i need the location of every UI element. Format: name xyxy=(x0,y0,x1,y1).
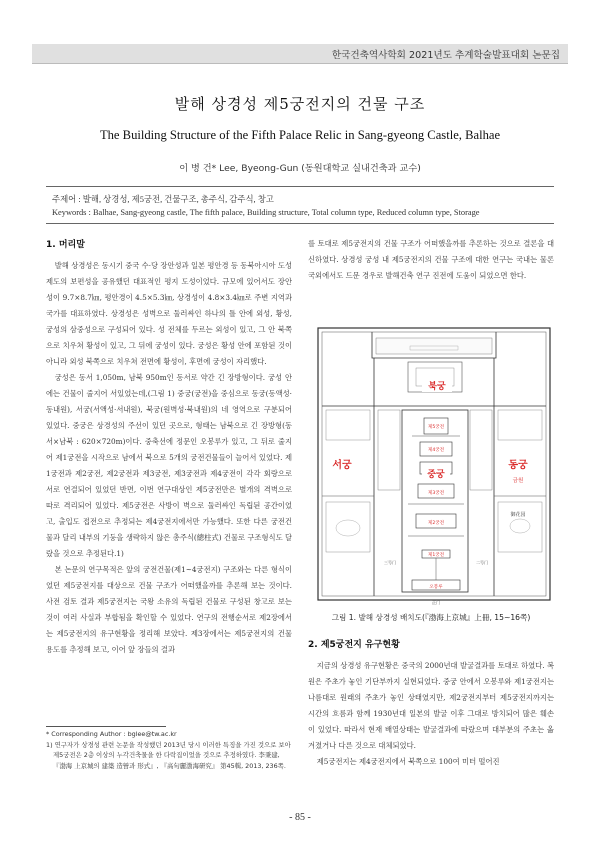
keywords-english: Keywords : Balhae, Sang-gyeong castle, The fifth palace, Building structure, Total column type, Reduced column type, Storage xyxy=(52,208,480,217)
footnotes xyxy=(46,729,292,771)
paper-title-korean: 발해 상경성 제5궁전지의 건물 구조 xyxy=(174,95,426,113)
left-column xyxy=(46,236,292,658)
svg-text:북궁: 북궁 xyxy=(428,382,446,392)
palace-5-label: 제5궁전 xyxy=(427,425,445,430)
figure-1-site-plan xyxy=(312,318,556,608)
paper-title-english: The Building Structure of the Fifth Palace Relic in Sang-gyeong Castle, Balhae xyxy=(99,128,501,142)
keywords-box xyxy=(46,186,554,224)
svg-text:서궁: 서궁 xyxy=(332,460,352,471)
author-line: 이 병 건* Lee, Byeong-Gun (동원대학교 실내건축과 교수) xyxy=(179,163,421,174)
section-1-heading: 1. 머리말 xyxy=(46,240,85,250)
section-2 xyxy=(308,636,554,770)
right-column-paragraph: 를 토대로 제5궁전지의 건물 구조가 어떠했을까를 추론하는 것으로 결론을 대신하였다. 상경성 궁성 내 제5궁전지의 건물 구조에 대한 연구는 국내는 물론 국외에서도 드문 경우로 발해건축 연구 진전에 도움이 되었으면 한다. xyxy=(308,239,554,280)
footnote-1: 1) 연구자가 상경성 관련 논문을 작성했던 2013년 당시 이러한 특징을 가진 것으로 보아 제5궁전은 2층 이상의 누각건축물을 한 다락집이었을 것으로 추정하였다. 李秉建, 『渤海 上京城의 建築 造營과 形式』, 『高句麗渤海研究』 第45輯, 2013, 236쪽. xyxy=(46,740,291,770)
page-number: - 85 - xyxy=(289,812,311,823)
corresponding-author-note: * Corresponding Author : bglee@tw.ac.kr xyxy=(46,730,177,738)
center-palace-label xyxy=(422,466,450,480)
imperial-garden-label: 御花园 xyxy=(510,512,526,518)
gate-3-label: 三号门 xyxy=(384,560,396,565)
north-palace-label xyxy=(422,378,452,392)
palace-1-label: 제1궁전 xyxy=(427,553,445,558)
section-1-paragraph-1: 발해 상경성은 동시기 중국 수·당 장안성과 일본 평안경 등 동북아시아 도성제도의 보편성을 공유했던 대표적인 평지 도성이었다. 규모에 있어서도 장안성이 9.7×8.7㎞, 평안경이 4.5×5.3㎞, 상경성이 4.8×3.4㎞로 주변 지역과 국가를 대표하였다. 상경성은 성벽으로 둘러싸인 하나의 틀 안에 외성, 황성, 궁성의 삼중성으로 구성되어 있다. 성 전체를 두르는 외성이 있고, 그 안 북쪽으로 치우쳐 황성이 있고, 그 뒤에 궁성이 있다. 궁성은 황성 안에 포함된 것이 아니라 외성 북쪽으로 치우쳐 전면에 황성이, 후면에 궁성이 자리했다. xyxy=(46,261,292,366)
section-1-paragraph-2: 궁성은 동서 1,050m, 남북 950m인 동서로 약간 긴 장방형이다. 궁성 안에는 건물이 줄지어 서있었는데,(그림 1) 중궁(궁전)을 중심으로 동궁(동액성·동내원), 서궁(서액성·서내원), 북궁(원벽성·북내원)의 네 영역으로 구분되어 있었다. 중궁은 상경성의 주선이 있던 곳으로, 형태는 남북으로 긴 장방형(동서×남북 : 620×720m)이다. 중축선에 정문인 오봉루가 있고, 그 뒤로 줄지어 제1궁전을 시작으로 남에서 북으로 5개의 궁전건물들이 늘어서 있었다. 제1궁전과 제2궁전, 제2궁전과 제3궁전, 제3궁전과 제4궁전이 각각 회랑으로 서로 연결되어 있었던 반면, 이번 연구대상인 제5궁전만은 별개의 격벽으로 따로 격리되어 있었다. 제5궁전은 사방이 벽으로 둘러싸인 독립된 공간이었고, 출입도 접전으로 추정되는 제4궁전지에서만 가능했다. 또한 다른 궁전건물과 달리 내부의 기둥을 생략하지 않은 총주식(總柱式) 건물로 구조형식도 달랐을 것으로 추정된다.1) xyxy=(46,373,292,558)
section-2-paragraph-1: 지금의 상경성 유구현황은 중국의 2000년대 발굴결과를 토대로 하였다. 복원은 주초가 놓인 기단부까지 실현되었다. 중궁 안에서 오봉루와 제1궁전지는 나름대로 원래의 주초가 놓인 상태였지만, 제2궁전지부터 제5궁전지까지는 시간의 흐름과 함께 1930년대 일본의 발굴 이후 그대로 방치되어 많은 훼손이 있었다. 따라서 현재 배열상태는 발굴결과에 따랐으며 대부분의 주초는 옮겨졌거나 다른 것으로 대체되었다. xyxy=(308,661,554,750)
section-1-paragraph-3: 본 논문의 연구목적은 앞의 궁전건물(제1~4궁전지) 구조와는 다른 형식이었던 제5궁전지를 대상으로 건물 구조가 어떠했을까를 추론해 보는 것이다. 사전 검토 결과 제5궁전지는 국왕 소유의 독립된 건물로 구성된 창고로 보는 것이 여러 사실과 부합됨을 확인할 수 있었다. 연구의 전행순서로 제2장에서는 제5궁전지의 유구현황을 정리해 보았다. 제3장에서는 제5궁전지의 건물 용도를 추정해 보고, 이어 앞 장들의 결과 xyxy=(46,565,292,654)
palace-3-label: 제3궁전 xyxy=(427,491,445,496)
palace-layout-svg xyxy=(312,318,556,608)
section-2-heading: 2. 제5궁전지 유구현황 xyxy=(308,640,400,650)
figure-1-caption: 그림 1. 발해 상경성 배치도(『渤海上京城』上冊, 15~16쪽) xyxy=(331,613,531,622)
main-gate-label: 正门 xyxy=(432,600,440,605)
ohbongru-gate-label: 오봉루 xyxy=(429,585,443,590)
footnote-divider xyxy=(46,726,166,727)
palace-2-label: 제2궁전 xyxy=(427,521,445,526)
journal-title: 한국건축역사학회 2021년도 추계학술발표대회 논문집 xyxy=(331,50,560,61)
right-column-intro xyxy=(308,236,554,284)
svg-text:동궁: 동궁 xyxy=(508,460,528,471)
journal-header-bar xyxy=(32,44,568,64)
keywords-korean: 주제어 : 발해, 상경성, 제5궁전, 건물구조, 총주식, 감주식, 창고 xyxy=(52,195,274,204)
svg-text:중궁: 중궁 xyxy=(427,470,445,480)
west-palace-label xyxy=(332,458,352,471)
gate-2-label: 二号门 xyxy=(476,560,488,565)
palace-4-label: 제4궁전 xyxy=(427,448,445,453)
section-2-paragraph-2: 제5궁전지는 제4궁전지에서 북쪽으로 100여 미터 떨어진 xyxy=(316,757,500,766)
svg-text:금원: 금원 xyxy=(512,478,524,484)
